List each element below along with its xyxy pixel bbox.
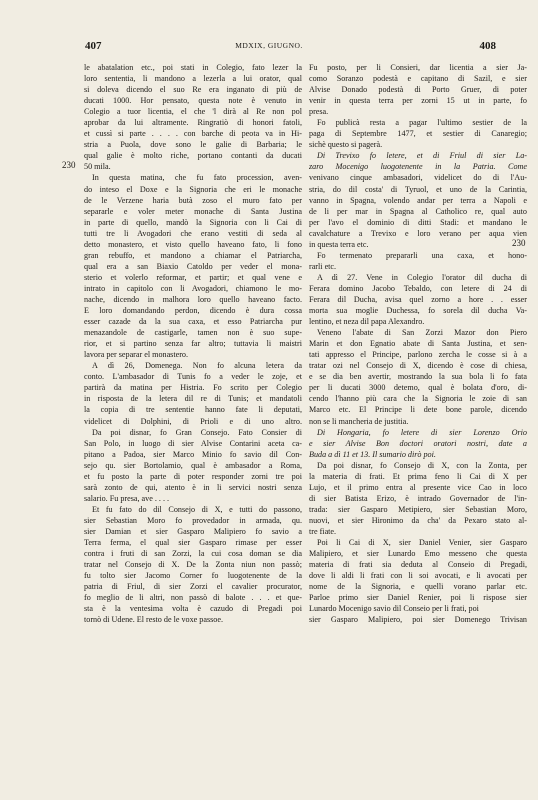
text-line: E loro domandando perdon, dicendo è dura cossa — [84, 306, 302, 316]
text-line: morta sua moglie Duchessa, fo sorela dil ducha Va- — [309, 306, 527, 316]
text-line: intrato in capitolo con li Avogadori, chiamono le mo- — [84, 283, 302, 293]
text-line: sejo qu. sier Bortolamio, qual è ambasador a Roma, — [84, 460, 302, 470]
text-line: ducati 1000. Hor pensato, questa note è venuto in — [84, 96, 302, 106]
text-line: separarle e voler meter monache di Santa Justina — [84, 206, 302, 216]
text-line: gran rebuffo, et mandono a chiamar el Patriarcha, — [84, 250, 302, 260]
text-line: non se li mancheria de justitia. — [309, 416, 409, 426]
text-line: tornò di Udene. El resto de le voxe passoe. — [84, 615, 223, 625]
text-line: si doleva dicendo el suo Re era inganato di più de — [84, 85, 302, 95]
text-line: paga di Septembre 1477, et sestier di Canaregio; — [309, 129, 527, 139]
text-line: menazandole de castigarle, tamen non è suo supe- — [84, 328, 302, 338]
text-line: Da poi disnar, fo Gran Consejo. Fato Consier di — [92, 427, 302, 437]
text-line: cendo l'hanno più cara che la Signoria le zoie di san — [309, 394, 527, 404]
text-line: e sier Alvise Bon doctori oratori nostri, date a — [309, 438, 527, 448]
text-line: partirà da matina per Histria. Fo scrito per Colegio — [84, 383, 302, 393]
text-line: qual era a san Biaxio Catoldo per veder el mona- — [84, 261, 302, 271]
text-line: Marin et don Egnatio abate di Santa Justina, et sen- — [309, 339, 527, 349]
text-line: la copia di tre sententie hanno fate li deputati, — [84, 405, 302, 415]
text-line: aprobar da lui altramente. Ringratiò di honori fatoli, — [84, 118, 302, 128]
text-line: zaro Mocenigo luogotenente in la Patria. Come — [309, 162, 527, 172]
page-number-left: 407 — [85, 40, 102, 52]
text-line: Lujo, et il primo entra al presente vice Cao in loco — [309, 482, 527, 492]
text-line: Ferara dil Ducha, avisa quel zorno a hore . . esser — [309, 294, 527, 304]
text-line: in parte di quello, mandò la Signoria con li Cai di — [84, 217, 302, 227]
text-line: Poi li Cai di X, sier Daniel Venier, sier Gasparo — [317, 538, 527, 548]
text-line: San Polo, in luogo di sier Alvise Contarini aceta ca- — [84, 438, 302, 448]
text-line: per l'avo el dominio di ditti Stadi: et mandano le — [309, 217, 527, 227]
text-line: di sier Batista Erizo, è intrado Governador de l'in- — [309, 493, 527, 503]
text-line: rarli etc. — [309, 261, 337, 271]
text-line: do inteso el Doxe e la Signoria che eri le monache — [84, 184, 302, 194]
margin-number-right: 230 — [512, 238, 526, 248]
text-line: conto. L'ambasador di Tunis fo a veder le zoje, et — [84, 372, 302, 382]
running-title: MDXIX, GIUGNO. — [235, 41, 303, 50]
text-line: detto monastero, et visto quello haveano fato, li fono — [84, 239, 302, 249]
text-line: materia di frati sia deduta al Conseio di Pregadi, — [309, 560, 527, 570]
text-line: per li ducati 3000 detemo, qual è bolata d'oro, di- — [309, 383, 527, 393]
text-line: la materia di frati. Et prima feno li Cai di X per — [309, 471, 527, 481]
text-line: Alvise Donado podestà di Porto Gruer, di poter — [309, 85, 527, 95]
text-line: Marco etc. El Principe li dete bone parole, dicendo — [309, 405, 527, 415]
text-line: Parloe primo sier Daniel Renier, poi li rispose sier — [309, 593, 527, 603]
text-line: tutti tre li Avogadori che erano vestiti di seda al — [84, 228, 302, 238]
text-line: Malipiero, et sier Lunardo Emo messeno che questa — [309, 549, 527, 559]
text-line: Di Hongaria, fo letere di sier Lorenzo Orio — [317, 427, 527, 437]
text-line: Ferara domino Jacobo Tebaldo, con letere di 24 di — [309, 283, 527, 293]
text-line: salario. Fu presa, ave . . . . — [84, 493, 170, 503]
text-line: stria a Puola, dove sono le galie di Barbaria; le — [84, 140, 302, 150]
text-line: Et fu fato do dil Consejo di X, e tutti do passono, — [92, 504, 302, 514]
text-line: Veneno l'abate di San Zorzi Mazor don Piero — [317, 328, 527, 338]
text-line: tre fiate. — [309, 526, 337, 536]
text-line: cavalchature a Trevixo e loro verano per aqua vien — [309, 228, 527, 238]
text-line: presa. — [309, 107, 329, 117]
text-line: Fu posto, per li Consieri, dar licentia a sier Ja- — [309, 63, 527, 72]
page-header — [0, 40, 538, 54]
margin-number-left: 230 — [62, 160, 76, 170]
text-line: dove li aldi li frati con li soi avocati, e li avocati per — [309, 571, 527, 581]
text-line: Fo termenato prepararli una caxa, et hono- — [317, 250, 527, 260]
text-line: sier Damian et sier Gasparo Malipiero fo savio a — [84, 526, 302, 536]
text-line: patria di Friul, di sier Zorzi el cavalier procurator, — [84, 582, 302, 592]
text-line: lavora per separar el monastero. — [84, 350, 188, 360]
text-line: nache, dicendo in malhora loro quello haveano facto. — [84, 294, 302, 304]
text-line: contra i fruti di san Zorzi, la cui cosa doman se dia — [84, 549, 302, 559]
text-line: sier Sebastian Moro fo provedador in armada, qu. — [84, 515, 302, 525]
text-line: venivano cinque ambasadori, videlicet do di l'Au- — [309, 173, 527, 183]
text-line: in questa terra etc. — [309, 239, 369, 249]
text-line: sta è la ventesima volta è cazudo di Pregadi poi — [84, 604, 302, 614]
text-line: de le Verzene haria butà zoso el muro fato per — [84, 195, 302, 205]
text-line: e se dia ben avertir, mostrando la sua bola li fo fata — [309, 372, 527, 382]
text-line: nome de la Signoria, e quelli vorano parlar etc. — [309, 582, 527, 592]
page-number-right: 408 — [479, 40, 496, 52]
text-line: Da poi disnar, fo Consejo di X, con la Zonta, per — [317, 460, 527, 470]
text-line: Lunardo Mocenigo savio dil Conseio per li frati, poi — [309, 604, 479, 614]
right-column — [309, 62, 527, 625]
text-line: In questa matina, che fu fato procession, aven- — [92, 173, 302, 183]
text-line: fu tolto sier Jacomo Corner fo luogotenente de la — [84, 571, 302, 581]
text-line: videlicet di Dolphini, di Prioli e di uno altro. — [84, 416, 302, 426]
text-line: Di Trevixo fo letere, et di Friul di sier La- — [317, 151, 527, 161]
text-line: loro sententia, li mandono a lezerla a lui orator, qual — [84, 74, 302, 84]
text-line: A dì 26, Domenega. Non fo alcuna letera da — [92, 361, 302, 371]
text-line: venir in questa terra per zorni 15 ut in parte, fo — [309, 96, 527, 106]
text-line: tati appresso el Principe, parlono zercha le cosse si à a — [309, 350, 527, 360]
text-line: Fo publicà resta a pagar l'ultimo sestier de la — [317, 118, 527, 128]
text-line: 50 mila. — [84, 162, 111, 172]
text-line: lentino, et neza dil papa Alexandro. — [309, 317, 425, 327]
text-line: in risposta de la letera dil re di Tunis; et mandatoli — [84, 394, 302, 404]
text-line: sterio et volerlo reformar, et partir; et qual vene e — [84, 272, 302, 282]
text-line: qual galie è molto riche, portano contanti da ducati — [84, 151, 302, 161]
text-line: esser cazade da la sua caxa, et esso Patriarcha pur — [84, 317, 302, 327]
text-line: rior, et si partino senza far altro; tuttavia li maistri — [84, 339, 302, 349]
text-line: Buda a dì 11 et 13. Il sumario dirò poi. — [309, 449, 436, 459]
text-line: sichè questo si pagerà. — [309, 140, 383, 150]
text-line: le abatalation etc., poi stati in Colegio, fato lezer la — [84, 63, 302, 72]
text-line: stria, do dil costa' di Tyruol, et uno de la Carintia, — [309, 184, 527, 194]
text-line: et fu posto la parte di poter responder zorni tre poi — [84, 471, 302, 481]
text-line: sarà zonto de qui, atento è in li servici nostri senza — [84, 482, 302, 492]
text-line: nuovi, et sier Hironimo da cha' da Pexaro stato al- — [309, 515, 527, 525]
text-line: Colegio a tuor licentia, el che 'l dirà al Re non pol — [84, 107, 302, 117]
text-line: trada: sier Gasparo Metipiero, sier Sebastian Moro, — [309, 504, 527, 514]
text-line: tratar nel Consejo di X. De la Zonta niun non passò; — [84, 560, 302, 570]
text-line: A dì 27. Vene in Colegio l'orator dil ducha di — [317, 272, 527, 282]
text-line: Terra ferma, el qual sier Gasparo rimase per esser — [84, 538, 302, 548]
text-line: vanno in Spagna, volendo andar per terra a Napoli e — [309, 195, 527, 205]
text-line: de li per mar in Spagna al Catholico re, qual auto — [309, 206, 527, 216]
text-line: como Soranzo podestà e capitano di Sazil, e sier — [309, 74, 527, 84]
text-line: et cussì si parte . . . . con barche di peota va in Hi- — [84, 129, 302, 139]
text-line: pitano a Padoa, sier Marco Minio fo savio dil Con- — [84, 449, 302, 459]
text-line: sier Gasparo Malipiero, poi sier Domenego Trivisan — [309, 615, 527, 625]
text-line: tratar ozi nel Consejo di X, dicendo è cose di chiesa, — [309, 361, 527, 371]
text-line: fo meglio de li altri, non passò di balote . . . et que- — [84, 593, 302, 603]
left-column — [84, 62, 302, 625]
